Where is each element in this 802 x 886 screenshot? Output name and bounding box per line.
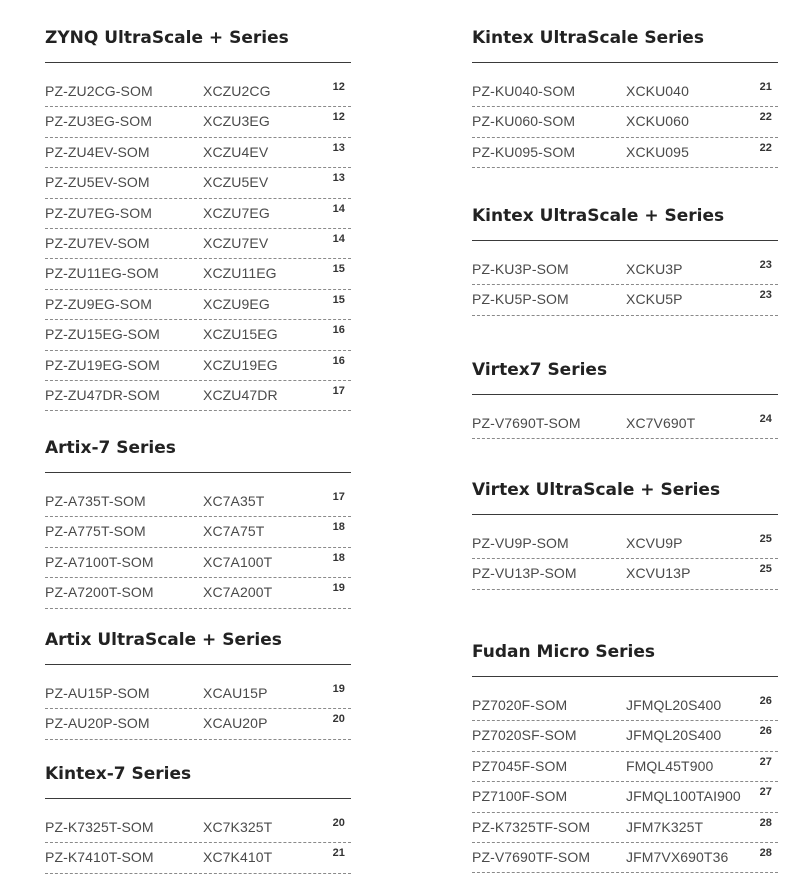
model-name: PZ-ZU19EG-SOM bbox=[45, 356, 160, 373]
model-name: PZ-AU20P-SOM bbox=[45, 715, 150, 732]
model-name: PZ-KU3P-SOM bbox=[472, 261, 569, 277]
product-row[interactable] bbox=[45, 168, 351, 198]
chip-part-number: XCZU2CG bbox=[203, 83, 271, 99]
page-number: 20 bbox=[332, 817, 345, 829]
chip-part-number: XCKU095 bbox=[626, 143, 689, 160]
model-name: PZ-ZU3EG-SOM bbox=[45, 113, 152, 130]
model-name: PZ-A7100T-SOM bbox=[45, 553, 154, 570]
chip-part-number: XC7K325T bbox=[203, 819, 273, 835]
product-list bbox=[45, 77, 351, 411]
page-number: 27 bbox=[759, 755, 772, 768]
model-name: PZ-V7690T-SOM bbox=[472, 415, 581, 431]
chip-part-number: JFMQL100TAI900 bbox=[626, 788, 741, 805]
page-number: 14 bbox=[332, 232, 345, 245]
chip-part-number: XCZU4EV bbox=[203, 143, 269, 160]
product-row[interactable] bbox=[472, 843, 778, 873]
page-number: 17 bbox=[332, 384, 345, 397]
chip-part-number: XCVU13P bbox=[626, 565, 691, 582]
product-row[interactable] bbox=[45, 679, 351, 709]
page-number: 16 bbox=[332, 354, 345, 367]
product-row[interactable] bbox=[472, 721, 778, 751]
model-name: PZ-KU095-SOM bbox=[472, 143, 576, 160]
page-number: 15 bbox=[332, 263, 345, 276]
page-number: 22 bbox=[759, 141, 772, 154]
section-title: Kintex UltraScale Series bbox=[472, 28, 704, 48]
chip-part-number: XC7A200T bbox=[203, 584, 273, 601]
chip-part-number: XCZU9EG bbox=[203, 295, 270, 312]
page-number: 12 bbox=[332, 111, 345, 124]
chip-part-number: FMQL45T900 bbox=[626, 757, 714, 774]
model-name: PZ7020F-SOM bbox=[472, 697, 568, 713]
product-row[interactable] bbox=[45, 229, 351, 259]
product-list bbox=[45, 813, 351, 874]
product-row[interactable] bbox=[45, 813, 351, 843]
model-name: PZ-KU040-SOM bbox=[472, 83, 576, 99]
product-row[interactable] bbox=[45, 709, 351, 739]
page-number: 18 bbox=[332, 521, 345, 534]
page-number: 19 bbox=[332, 683, 345, 695]
product-row[interactable] bbox=[45, 77, 351, 107]
page-number: 17 bbox=[332, 491, 345, 503]
product-row[interactable] bbox=[45, 259, 351, 289]
product-row[interactable] bbox=[45, 517, 351, 547]
section-title: Virtex7 Series bbox=[472, 360, 608, 380]
chip-part-number: XCZU3EG bbox=[203, 113, 270, 130]
chip-part-number: XCZU5EV bbox=[203, 174, 269, 191]
model-name: PZ-AU15P-SOM bbox=[45, 685, 150, 701]
product-list bbox=[472, 77, 778, 168]
model-name: PZ7020SF-SOM bbox=[472, 727, 577, 744]
product-list bbox=[472, 529, 778, 590]
chip-part-number: XCKU5P bbox=[626, 291, 683, 308]
section-virtex-ultrascale-series bbox=[472, 478, 778, 590]
chip-part-number: XC7A75T bbox=[203, 523, 265, 540]
model-name: PZ-A775T-SOM bbox=[45, 523, 146, 540]
chip-part-number: XCAU20P bbox=[203, 715, 268, 732]
section-divider bbox=[472, 240, 778, 241]
section-fudan-micro-series bbox=[472, 640, 778, 873]
model-name: PZ-ZU7EG-SOM bbox=[45, 204, 152, 221]
model-name: PZ-V7690TF-SOM bbox=[472, 848, 591, 865]
section-title: Artix-7 Series bbox=[45, 438, 176, 458]
model-name: PZ-ZU47DR-SOM bbox=[45, 386, 160, 403]
section-title: Fudan Micro Series bbox=[472, 642, 655, 662]
model-name: PZ-KU5P-SOM bbox=[472, 291, 569, 308]
section-kintex-7-series bbox=[45, 762, 351, 874]
model-name: PZ-ZU4EV-SOM bbox=[45, 143, 150, 160]
product-list bbox=[45, 487, 351, 609]
page-number: 24 bbox=[759, 413, 772, 425]
product-row[interactable] bbox=[472, 107, 778, 137]
model-name: PZ-K7325TF-SOM bbox=[472, 818, 591, 835]
section-virtex7-series bbox=[472, 358, 778, 439]
section-artix-7-series bbox=[45, 436, 351, 609]
product-row[interactable] bbox=[472, 813, 778, 843]
chip-part-number: JFMQL20S400 bbox=[626, 727, 722, 744]
section-artix-ultrascale-series bbox=[45, 628, 351, 740]
page-number: 28 bbox=[759, 846, 772, 859]
page-number: 23 bbox=[759, 289, 772, 302]
page-number: 26 bbox=[759, 725, 772, 738]
page-number: 22 bbox=[759, 111, 772, 124]
page-number: 13 bbox=[332, 172, 345, 185]
product-row[interactable] bbox=[472, 559, 778, 589]
section-divider bbox=[472, 62, 778, 63]
chip-part-number: XCKU060 bbox=[626, 113, 689, 130]
page-number: 25 bbox=[759, 533, 772, 545]
product-row[interactable] bbox=[472, 782, 778, 812]
section-divider bbox=[472, 394, 778, 395]
product-row[interactable] bbox=[45, 138, 351, 168]
section-title: Kintex-7 Series bbox=[45, 764, 192, 784]
chip-part-number: XCVU9P bbox=[626, 535, 683, 551]
chip-part-number: XCZU11EG bbox=[203, 265, 277, 282]
model-name: PZ7100F-SOM bbox=[472, 788, 568, 805]
page-number: 21 bbox=[759, 81, 772, 93]
section-zynq-ultrascale-series bbox=[45, 26, 351, 411]
product-row[interactable] bbox=[472, 255, 778, 285]
chip-part-number: JFM7VX690T36 bbox=[626, 848, 729, 865]
model-name: PZ-K7325T-SOM bbox=[45, 819, 154, 835]
section-divider bbox=[472, 676, 778, 677]
product-row[interactable] bbox=[472, 285, 778, 315]
product-list bbox=[472, 691, 778, 873]
chip-part-number: XCZU15EG bbox=[203, 326, 278, 343]
page-number: 23 bbox=[759, 259, 772, 271]
page-number: 21 bbox=[332, 847, 345, 860]
page-number: 16 bbox=[332, 324, 345, 337]
page-number: 14 bbox=[332, 202, 345, 215]
product-row[interactable] bbox=[45, 843, 351, 873]
chip-part-number: XCZU19EG bbox=[203, 356, 278, 373]
product-row[interactable] bbox=[45, 548, 351, 578]
section-divider bbox=[472, 514, 778, 515]
product-list bbox=[472, 409, 778, 439]
product-row[interactable] bbox=[45, 487, 351, 517]
model-name: PZ-K7410T-SOM bbox=[45, 849, 154, 866]
page-number: 18 bbox=[332, 551, 345, 564]
page-number: 19 bbox=[332, 582, 345, 595]
model-name: PZ-ZU9EG-SOM bbox=[45, 295, 152, 312]
model-name: PZ-VU13P-SOM bbox=[472, 565, 577, 582]
section-divider bbox=[45, 472, 351, 473]
chip-part-number: XCZU47DR bbox=[203, 386, 278, 403]
model-name: PZ-ZU11EG-SOM bbox=[45, 265, 159, 282]
model-name: PZ-KU060-SOM bbox=[472, 113, 576, 130]
chip-part-number: XCAU15P bbox=[203, 685, 268, 701]
product-list bbox=[472, 255, 778, 316]
model-name: PZ-ZU15EG-SOM bbox=[45, 326, 160, 343]
section-title: Kintex UltraScale + Series bbox=[472, 206, 725, 226]
page-number: 28 bbox=[759, 816, 772, 829]
product-row[interactable] bbox=[45, 320, 351, 350]
product-row[interactable] bbox=[472, 77, 778, 107]
product-row[interactable] bbox=[45, 107, 351, 137]
page-number: 12 bbox=[332, 81, 345, 93]
chip-part-number: XCZU7EV bbox=[203, 234, 269, 251]
product-list bbox=[45, 679, 351, 740]
product-row[interactable] bbox=[472, 138, 778, 168]
chip-part-number: XC7V690T bbox=[626, 415, 696, 431]
section-kintex-ultrascale-series bbox=[472, 26, 778, 168]
chip-part-number: XC7K410T bbox=[203, 849, 273, 866]
model-name: PZ-ZU2CG-SOM bbox=[45, 83, 153, 99]
section-divider bbox=[45, 798, 351, 799]
chip-part-number: XCKU040 bbox=[626, 83, 689, 99]
section-divider bbox=[45, 62, 351, 63]
page-number: 26 bbox=[759, 695, 772, 707]
chip-part-number: JFMQL20S400 bbox=[626, 697, 722, 713]
page-number: 27 bbox=[759, 786, 772, 799]
section-kintex-ultrascale-series bbox=[472, 204, 778, 316]
model-name: PZ-ZU7EV-SOM bbox=[45, 234, 150, 251]
product-row[interactable] bbox=[45, 381, 351, 411]
product-row[interactable] bbox=[472, 409, 778, 439]
chip-part-number: XC7A100T bbox=[203, 553, 273, 570]
section-title: Virtex UltraScale + Series bbox=[472, 480, 721, 500]
page-number: 25 bbox=[759, 563, 772, 576]
chip-part-number: XCKU3P bbox=[626, 261, 683, 277]
model-name: PZ-VU9P-SOM bbox=[472, 535, 569, 551]
section-title: ZYNQ UltraScale + Series bbox=[45, 28, 289, 48]
product-row[interactable] bbox=[45, 351, 351, 381]
product-row[interactable] bbox=[45, 199, 351, 229]
model-name: PZ-A7200T-SOM bbox=[45, 584, 154, 601]
section-title: Artix UltraScale + Series bbox=[45, 630, 282, 650]
model-name: PZ7045F-SOM bbox=[472, 757, 568, 774]
chip-part-number: XC7A35T bbox=[203, 493, 265, 509]
page-number: 15 bbox=[332, 293, 345, 306]
product-row[interactable] bbox=[45, 578, 351, 608]
page-number: 20 bbox=[332, 713, 345, 726]
page-number: 13 bbox=[332, 141, 345, 154]
model-name: PZ-A735T-SOM bbox=[45, 493, 146, 509]
chip-part-number: JFM7K325T bbox=[626, 818, 704, 835]
product-row[interactable] bbox=[45, 290, 351, 320]
section-divider bbox=[45, 664, 351, 665]
product-row[interactable] bbox=[472, 752, 778, 782]
product-row[interactable] bbox=[472, 529, 778, 559]
model-name: PZ-ZU5EV-SOM bbox=[45, 174, 150, 191]
product-row[interactable] bbox=[472, 691, 778, 721]
chip-part-number: XCZU7EG bbox=[203, 204, 270, 221]
